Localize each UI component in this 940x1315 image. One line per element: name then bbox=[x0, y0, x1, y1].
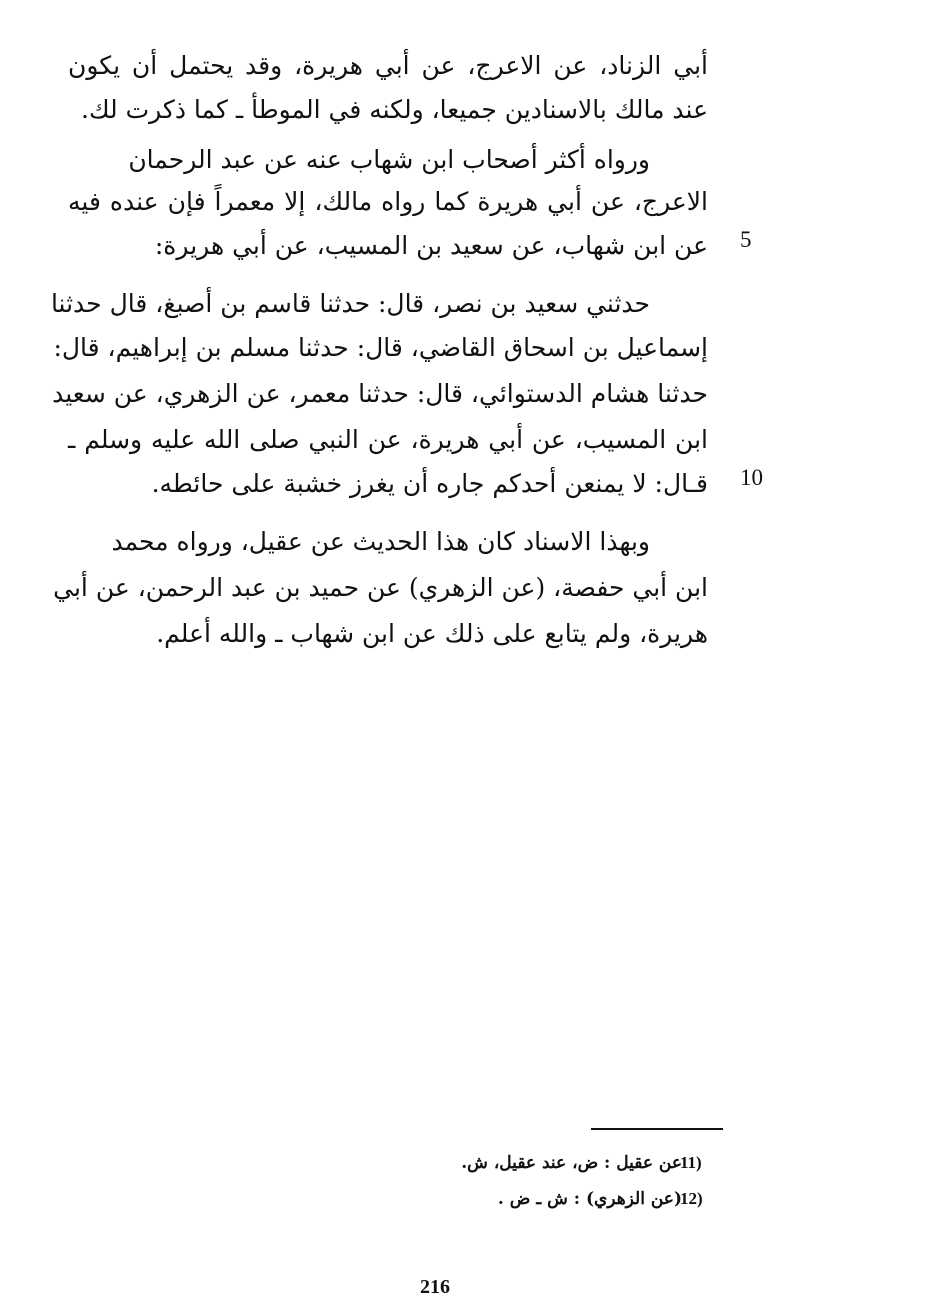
footnote-separator bbox=[591, 1128, 723, 1130]
text-line: ابن أبي حفصة، (عن الزهري) عن حميد بن عبد الرحمن، عن أبي bbox=[53, 573, 708, 602]
text-line: الاعرج، عن أبي هريرة كما رواه مالك، إلا معمراً فإن عنده فيه bbox=[68, 187, 708, 216]
text-line: ابن المسيب، عن أبي هريرة، عن النبي صلى الله عليه وسلم ـ bbox=[68, 425, 708, 454]
text-line: حدثني سعيد بن نصر، قال: حدثنا قاسم بن أصبغ، قال حدثنا bbox=[50, 289, 650, 318]
text-line: أبي الزناد، عن الاعرج، عن أبي هريرة، وقد يحتمل أن يكون bbox=[68, 51, 708, 80]
line-number: 5 bbox=[740, 227, 752, 252]
text-line: قـال: لا يمنعن أحدكم جاره أن يغرز خشبة على حائطه. bbox=[151, 469, 708, 498]
line-number: 10 bbox=[740, 465, 763, 490]
text-line: حدثنا هشام الدستوائي، قال: حدثنا معمر، عن الزهري، عن سعيد bbox=[52, 379, 708, 408]
footnote-text: عن عقيل : ض، عند عقيل، ش. bbox=[461, 1153, 682, 1173]
text-line: ورواه أكثر أصحاب ابن شهاب عنه عن عبد الرحمان bbox=[128, 145, 650, 174]
footnote-number: 11) bbox=[680, 1153, 702, 1172]
footnote-number: 12) bbox=[680, 1189, 703, 1208]
page-number: 216 bbox=[420, 1276, 450, 1298]
footnote-text: (عن الزهري) : ش ـ ض . bbox=[497, 1189, 682, 1209]
text-line: عند مالك بالاسنادين جميعا، ولكنه في الموطأ ـ كما ذكرت لك. bbox=[81, 95, 708, 124]
text-line: إسماعيل بن اسحاق القاضي، قال: حدثنا مسلم بن إبراهيم، قال: bbox=[53, 333, 708, 362]
text-line: هريرة، ولم يتابع على ذلك عن ابن شهاب ـ والله أعلم. bbox=[156, 619, 708, 648]
text-line: عن ابن شهاب، عن سعيد بن المسيب، عن أبي هريرة: bbox=[154, 231, 708, 260]
text-line: وبهذا الاسناد كان هذا الحديث عن عقيل، ورواه محمد bbox=[111, 527, 650, 556]
